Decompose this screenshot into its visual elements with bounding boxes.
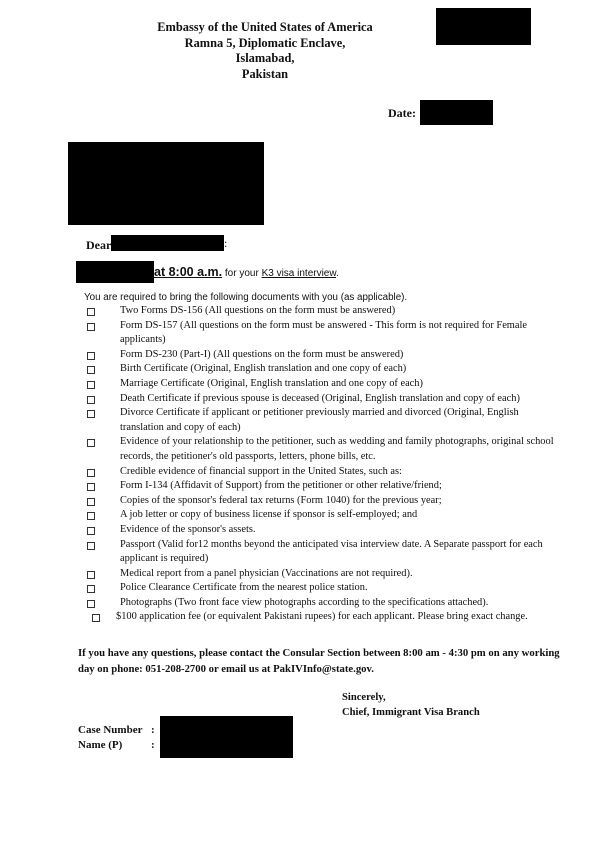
checkbox-icon[interactable] bbox=[87, 542, 95, 550]
checklist-item-text: Medical report from a panel physician (Vaccinations are not required). bbox=[120, 567, 413, 579]
checkbox-icon[interactable] bbox=[87, 512, 95, 520]
checkbox-icon[interactable] bbox=[87, 396, 95, 404]
checkbox-icon[interactable] bbox=[92, 614, 100, 622]
checkbox-icon[interactable] bbox=[87, 498, 95, 506]
checklist-item-text: Passport (Valid for12 months beyond the anticipated visa interview date. A Separate passport for each applicant is required) bbox=[120, 538, 543, 565]
checklist-item-text: Death Certificate if previous spouse is deceased (Original, English translation and copy of each) bbox=[120, 392, 520, 404]
checkbox-icon[interactable] bbox=[87, 439, 95, 447]
checkbox-icon[interactable] bbox=[87, 483, 95, 491]
checklist-item bbox=[86, 479, 576, 494]
checklist-item bbox=[86, 610, 576, 625]
checklist-item bbox=[86, 304, 576, 319]
appointment-end: . bbox=[336, 268, 339, 279]
date-label: Date: bbox=[388, 106, 416, 120]
checkbox-icon[interactable] bbox=[87, 366, 95, 374]
visa-type: K3 visa interview bbox=[261, 268, 337, 279]
checkbox-icon[interactable] bbox=[87, 469, 95, 477]
document-checklist bbox=[86, 304, 576, 625]
salutation-colon: : bbox=[224, 236, 228, 250]
checkbox-icon[interactable] bbox=[87, 410, 95, 418]
signoff bbox=[342, 690, 480, 720]
instructions-text: You are required to bring the following documents with you (as applicable). bbox=[84, 292, 408, 303]
checklist-item bbox=[86, 523, 576, 538]
case-number-separator: : bbox=[151, 724, 155, 736]
checkbox-icon[interactable] bbox=[87, 571, 95, 579]
checklist-item bbox=[86, 596, 576, 611]
checklist-item bbox=[86, 319, 576, 348]
checklist-item-text: Two Forms DS-156 (All questions on the form must be answered) bbox=[120, 305, 396, 316]
embassy-street: Ramna 5, Diplomatic Enclave, bbox=[184, 35, 346, 50]
checklist-item-text: Birth Certificate (Original, English translation and one copy of each) bbox=[120, 363, 407, 375]
checklist-item-text: Evidence of your relationship to the petitioner, such as wedding and family photographs, original school records, the petitioner's old passports, letters, phone bills, etc. bbox=[120, 436, 554, 462]
name-label: Name (P) bbox=[78, 739, 123, 751]
checklist-item bbox=[86, 435, 576, 464]
checklist-item-text: Credible evidence of financial support in the United States, such as: bbox=[120, 465, 402, 477]
checklist-item bbox=[86, 465, 576, 480]
checklist-item bbox=[86, 392, 576, 407]
salutation-label: Dear bbox=[86, 238, 112, 252]
checklist-item bbox=[86, 406, 576, 435]
checklist-item-text: Police Clearance Certificate from the nearest police station. bbox=[120, 582, 368, 594]
checklist-item-text: Form I-134 (Affidavit of Support) from the petitioner or other relative/friend; bbox=[120, 480, 442, 492]
checklist-item-text: Photographs (Two front face view photographs according to the specifications attached). bbox=[120, 596, 489, 608]
checkbox-icon[interactable] bbox=[87, 352, 95, 360]
checklist-item-text: $100 application fee (or equivalent Pakistani rupees) for each applicant. Please bring exact change. bbox=[116, 611, 528, 623]
name-separator: : bbox=[151, 739, 155, 751]
checkbox-icon[interactable] bbox=[87, 381, 95, 389]
checklist-item bbox=[86, 538, 576, 567]
signoff-sincerely: Sincerely, bbox=[342, 692, 386, 703]
checklist-item bbox=[86, 362, 576, 377]
checklist-item bbox=[86, 567, 576, 582]
checklist-item-text: Copies of the sponsor's federal tax returns (Form 1040) for the previous year; bbox=[120, 494, 442, 506]
redaction-recipient-name bbox=[111, 235, 224, 251]
embassy-country: Pakistan bbox=[241, 66, 289, 81]
redaction-case-info bbox=[160, 716, 293, 758]
redaction-top-right bbox=[436, 8, 531, 45]
contact-note: If you have any questions, please contact the Consular Section between 8:00 am - 4:30 pm on any working day on phone: 051-208-2700 or email us at PakIVInfo@state.gov. bbox=[78, 647, 560, 675]
checklist-item bbox=[86, 508, 576, 523]
case-number-row bbox=[78, 723, 155, 738]
checklist-item-text: A job letter or copy of business license if sponsor is self-employed; and bbox=[120, 509, 418, 521]
redaction-appointment-date bbox=[76, 261, 154, 283]
checklist-item-text: Form DS-157 (All questions on the form must be answered - This form is not required for Female applicants) bbox=[120, 319, 527, 346]
case-number-label: Case Number bbox=[78, 724, 143, 736]
checklist-item bbox=[86, 348, 576, 363]
checklist-item-text: Evidence of the sponsor's assets. bbox=[120, 523, 256, 535]
appointment-time: at 8:00 a.m. bbox=[154, 265, 223, 279]
appointment-line bbox=[154, 265, 339, 279]
redaction-recipient-address bbox=[68, 142, 264, 225]
checkbox-icon[interactable] bbox=[87, 308, 95, 316]
name-row bbox=[78, 738, 155, 753]
checklist-item bbox=[86, 581, 576, 596]
checklist-item-text: Marriage Certificate (Original, English translation and one copy of each) bbox=[120, 377, 423, 389]
checkbox-icon[interactable] bbox=[87, 600, 95, 608]
embassy-name: Embassy of the United States of America bbox=[157, 20, 373, 34]
checkbox-icon[interactable] bbox=[87, 585, 95, 593]
checklist-item-text: Form DS-230 (Part-I) (All questions on the form must be answered) bbox=[120, 348, 404, 360]
checklist-item bbox=[86, 494, 576, 509]
redaction-date bbox=[420, 100, 493, 125]
checklist-item-text: Divorce Certificate if applicant or petitioner previously married and divorced (Original, English translation and copy of each) bbox=[120, 407, 519, 433]
embassy-city: Islamabad, bbox=[235, 51, 295, 65]
embassy-address bbox=[130, 20, 400, 82]
checklist-item bbox=[86, 377, 576, 392]
appointment-for-text: for your bbox=[222, 268, 262, 279]
checkbox-icon[interactable] bbox=[87, 323, 95, 331]
case-info bbox=[78, 723, 155, 753]
checkbox-icon[interactable] bbox=[87, 527, 95, 535]
signoff-signature: Chief, Immigrant Visa Branch bbox=[342, 707, 480, 718]
